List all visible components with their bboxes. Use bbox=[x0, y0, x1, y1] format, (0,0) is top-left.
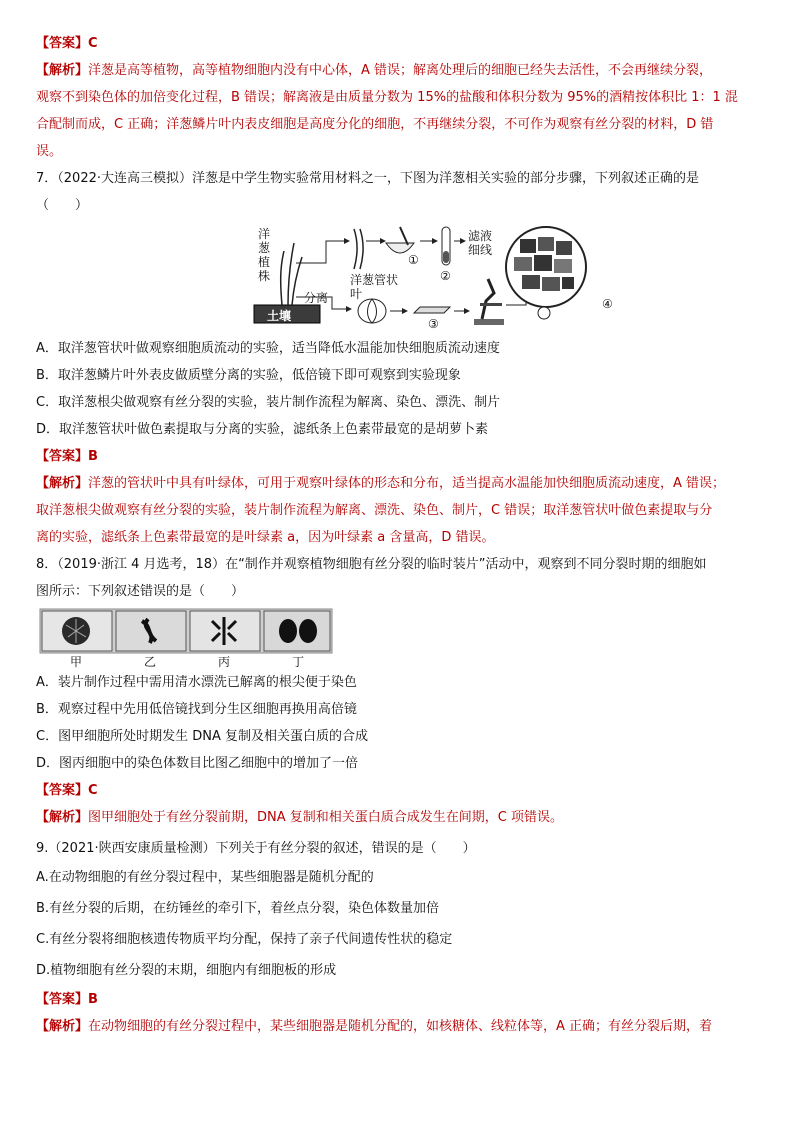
tubular-leaf bbox=[354, 229, 357, 269]
soil-label: 土壤 bbox=[267, 309, 292, 323]
answer-line bbox=[36, 443, 762, 470]
option-d: D．图丙细胞中的染色体数目比图乙细胞中的增加了一倍 bbox=[36, 756, 359, 771]
tubular-leaf-label: 洋葱管状叶 bbox=[350, 273, 399, 301]
answer-tag: 【答案】 bbox=[36, 36, 89, 51]
cell-label-yi: 乙 bbox=[144, 655, 157, 669]
split-label: 分离 bbox=[304, 291, 329, 305]
analysis-line bbox=[36, 470, 762, 497]
analysis-tag: 【解析】 bbox=[36, 63, 89, 78]
analysis-text: 洋葱是高等植物，高等植物细胞内没有中心体，A 错误；解离处理后的细胞已经失去活性，不会再继续分裂， bbox=[88, 63, 713, 78]
cell-label-ding: 丁 bbox=[292, 655, 305, 669]
question-stem: 7．（2022·大连高三模拟）洋葱是中学生物实验常用材料之一，下图为洋葱相关实验的部分步骤，下列叙述正确的是 bbox=[36, 171, 699, 186]
onion-experiment-figure bbox=[36, 223, 762, 333]
step-number-3: ③ bbox=[428, 317, 439, 331]
microscope bbox=[474, 319, 504, 325]
onion-bulb bbox=[358, 299, 386, 323]
answer-line bbox=[36, 777, 762, 804]
answer-tag: 【答案】 bbox=[36, 992, 89, 1007]
pestle bbox=[400, 227, 408, 245]
analysis-line bbox=[36, 804, 762, 831]
answer-line bbox=[36, 986, 762, 1013]
answer-line bbox=[36, 30, 762, 57]
analysis-line: 离的实验，滤纸条上色素带最宽的是叶绿素 a，因为叶绿素 a 含量高，D 错误。 bbox=[36, 530, 495, 545]
option-a: A．取洋葱管状叶做观察细胞质流动的实验，适当降低水温能加快细胞质流动速度 bbox=[36, 341, 500, 356]
analysis-text: 洋葱的管状叶中具有叶绿体，可用于观察叶绿体的形态和分布，适当提高水温能加快细胞质流动速度，A 错误； bbox=[88, 476, 726, 491]
cell-label-jia: 甲 bbox=[70, 655, 83, 669]
option-b: B．观察过程中先用低倍镜找到分生区细胞再换用高倍镜 bbox=[36, 702, 357, 717]
analysis-line: 取洋葱根尖做观察有丝分裂的实验，装片制作流程为解离、漂洗、染色、制片，C 错误；取洋葱管状叶做色素提取与分 bbox=[36, 503, 713, 518]
analysis-text: 在动物细胞的有丝分裂过程中，某些细胞器是随机分配的，如核糖体、线粒体等，A 正确；有丝分裂后期，着 bbox=[88, 1019, 713, 1034]
analysis-tag: 【解析】 bbox=[36, 1019, 89, 1034]
microscope-slide bbox=[414, 307, 450, 313]
analysis-tag: 【解析】 bbox=[36, 476, 89, 491]
filter-line-label: 滤液细线 bbox=[468, 229, 493, 257]
analysis-line bbox=[36, 57, 762, 84]
option-a: A．装片制作过程中需用清水漂洗已解离的根尖便于染色 bbox=[36, 675, 357, 690]
step-number-2: ② bbox=[440, 269, 451, 283]
plant-label: 洋葱植株 bbox=[258, 227, 271, 283]
plant-leaf bbox=[292, 257, 302, 305]
analysis-line bbox=[36, 1013, 762, 1040]
analysis-tag: 【解析】 bbox=[36, 810, 89, 825]
plant-leaf bbox=[281, 251, 284, 305]
option-b: B.有丝分裂的后期，在纺锤丝的牵引下，着丝点分裂，染色体数量加倍 bbox=[36, 901, 440, 916]
answer-value: B bbox=[88, 992, 98, 1007]
question-stem: 9.（2021·陕西安康质量检测）下列关于有丝分裂的叙述，错误的是（ ） bbox=[36, 841, 476, 856]
answer-tag: 【答案】 bbox=[36, 783, 89, 798]
answer-tag: 【答案】 bbox=[36, 449, 89, 464]
analysis-line: 合配制而成，C 正确；洋葱鳞片叶内表皮细胞是高度分化的细胞，不再继续分裂，不可作为观察有丝分裂的材料，D 错 bbox=[36, 117, 714, 132]
step-number-4: ④ bbox=[602, 297, 613, 311]
option-c: C.有丝分裂将细胞核遗传物质平均分配，保持了亲子代间遗传性状的稳定 bbox=[36, 932, 453, 947]
answer-value: C bbox=[88, 36, 98, 51]
question-stem: （ ） bbox=[36, 198, 89, 213]
document-page bbox=[36, 28, 762, 1040]
analysis-line: 观察不到染色体的加倍变化过程，B 错误；解离液是由质量分数为 15%的盐酸和体积分数为 95%的酒精按体积比 1：1 混 bbox=[36, 90, 738, 105]
question-stem: 图所示：下列叙述错误的是（ ） bbox=[36, 584, 245, 599]
analysis-line: 误。 bbox=[36, 144, 63, 159]
flow-arrow bbox=[296, 241, 344, 263]
option-a: A.在动物细胞的有丝分裂过程中，某些细胞器是随机分配的 bbox=[36, 870, 374, 885]
option-d: D．取洋葱管状叶做色素提取与分离的实验，滤纸条上色素带最宽的是胡萝卜素 bbox=[36, 422, 489, 437]
option-d: D.植物细胞有丝分裂的末期，细胞内有细胞板的形成 bbox=[36, 963, 337, 978]
option-b: B．取洋葱鳞片叶外表皮做质壁分离的实验，低倍镜下即可观察到实验现象 bbox=[36, 368, 461, 383]
cell-label-bing: 丙 bbox=[218, 655, 231, 669]
mortar bbox=[386, 243, 414, 253]
option-c: C．图甲细胞所处时期发生 DNA 复制及相关蛋白质的合成 bbox=[36, 729, 368, 744]
question-stem: 8．（2019·浙江 4 月选考，18）在“制作并观察植物细胞有丝分裂的临时装片”活动中，观察到不同分裂时期的细胞如 bbox=[36, 557, 707, 572]
answer-value: C bbox=[88, 783, 98, 798]
answer-value: B bbox=[88, 449, 98, 464]
analysis-text: 图甲细胞处于有丝分裂前期，DNA 复制和相关蛋白质合成发生在间期，C 项错误。 bbox=[88, 810, 563, 825]
option-c: C．取洋葱根尖做观察有丝分裂的实验，装片制作流程为解离、染色、漂洗、制片 bbox=[36, 395, 501, 410]
step-number-1: ① bbox=[408, 253, 419, 267]
mitosis-cells-figure bbox=[36, 607, 762, 669]
